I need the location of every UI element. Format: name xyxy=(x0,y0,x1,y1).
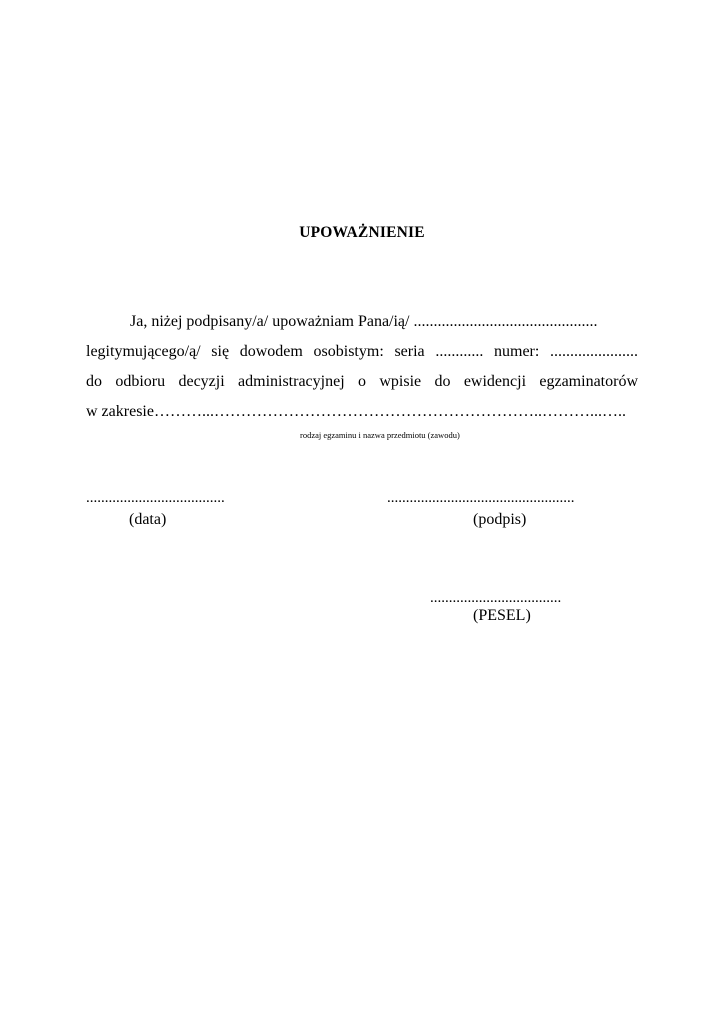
pesel-field: ................................... xyxy=(430,590,562,606)
authorization-line-1 xyxy=(86,312,638,332)
authorization-line-2: legitymującego/ą/ się dowodem osobistym: seria ............ numer: ...................... xyxy=(86,343,638,360)
authorization-line-4: w zakresie………...……………………………………………………..………...….. xyxy=(86,403,626,420)
signature-label: (podpis) xyxy=(473,511,527,528)
signature-field: .................................................. xyxy=(387,490,575,506)
scope-caption: rodzaj egzaminu i nazwa przedmiotu (zawodu) xyxy=(300,430,460,440)
authorization-line-3: do odbioru decyzji administracyjnej o wpisie do ewidencji egzaminatorów xyxy=(86,373,638,390)
date-field: ..................................... xyxy=(86,490,225,506)
date-label: (data) xyxy=(129,511,167,528)
pesel-label: (PESEL) xyxy=(473,607,531,624)
document-title: UPOWAŻNIENIE xyxy=(299,224,425,241)
authorization-line-1-text: Ja, niżej podpisany/a/ upoważniam Pana/ią/ .............................................. xyxy=(130,313,598,330)
